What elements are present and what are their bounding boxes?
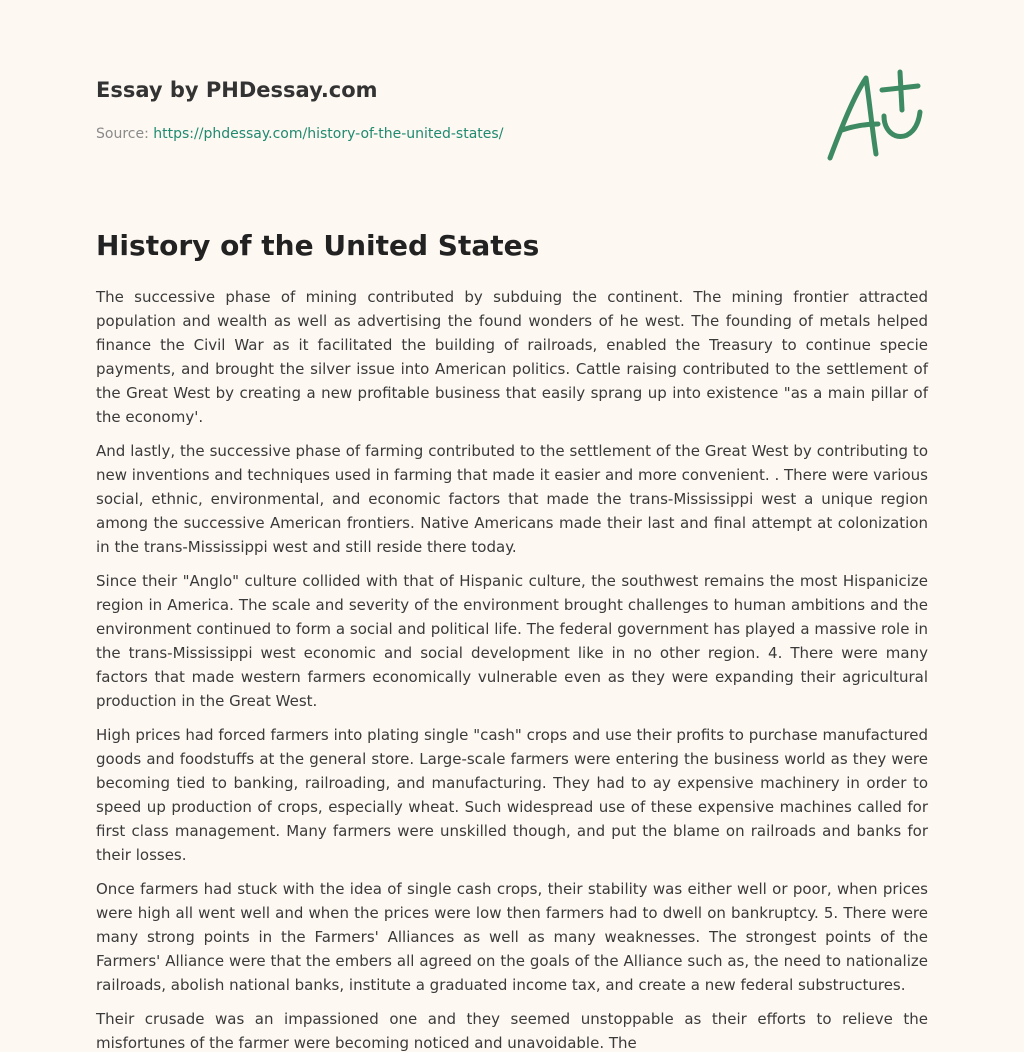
article-body — [96, 285, 928, 1052]
article-paragraph: The successive phase of mining contributed by subduing the continent. The mining frontier attracted population and wealth as well as advertising the found wonders of he west. The founding of metals helped finance the Civil War as it facilitated the building of railroads, enabled the Treasury to continue specie payments, and brought the silver issue into American politics. Cattle raising contributed to the settlement of the Great West by creating a new profitable business that easily sprang up into existence "as a main pillar of the economy'. — [96, 288, 928, 426]
site-brand: Essay by PHDessay.com — [96, 78, 378, 102]
source-link[interactable]: https://phdessay.com/history-of-the-united-states/ — [153, 126, 504, 142]
article-title: History of the United States — [96, 229, 540, 262]
source-label: Source: — [96, 126, 154, 142]
article-paragraph: Since their "Anglo" culture collided with that of Hispanic culture, the southwest remains the most Hispanicize region in America. The scale and severity of the environment brought challenges to human ambitions and the environment continued to form a social and political life. The federal government has played a massive role in the trans-Mississippi west economic and social development like in no other region. 4. There were many factors that made western farmers economically vulnerable even as they were expanding their agricultural production in the Great West. — [96, 572, 928, 710]
a-plus-grade-icon — [820, 66, 930, 166]
article-paragraph: High prices had forced farmers into plating single "cash" crops and use their profits to purchase manufactured goods and foodstuffs at the general store. Large-scale farmers were entering the business world as they were becoming tied to banking, railroading, and manufacturing. They had to ay expensive machinery in order to speed up production of crops, especially wheat. Such widespread use of these expensive machines called for first class management. Many farmers were unskilled though, and put the blame on railroads and banks for their losses. — [96, 726, 928, 864]
article-paragraph: And lastly, the successive phase of farming contributed to the settlement of the Great West by contributing to new inventions and techniques used in farming that made it easier and more convenient. . There were various social, ethnic, environmental, and economic factors that made the trans-Mississippi west a unique region among the successive American frontiers. Native Americans made their last and final attempt at colonization in the trans-Mississippi west and still reside there today. — [96, 442, 928, 556]
article-paragraph: Their crusade was an impassioned one and they seemed unstoppable as their efforts to relieve the misfortunes of the farmer were becoming noticed and unavoidable. The — [96, 1010, 928, 1052]
source-line — [96, 124, 796, 144]
page-header — [96, 76, 796, 144]
article-paragraph: Once farmers had stuck with the idea of single cash crops, their stability was either well or poor, when prices were high all went well and when the prices were low then farmers had to dwell on bankruptcy. 5. There were many strong points in the Farmers' Alliances as well as many weaknesses. The strongest points of the Farmers' Alliance were that the embers all agreed on the goals of the Alliance such as, the need to nationalize railroads, abolish national banks, institute a graduated income tax, and create a new federal substructures. — [96, 880, 928, 994]
